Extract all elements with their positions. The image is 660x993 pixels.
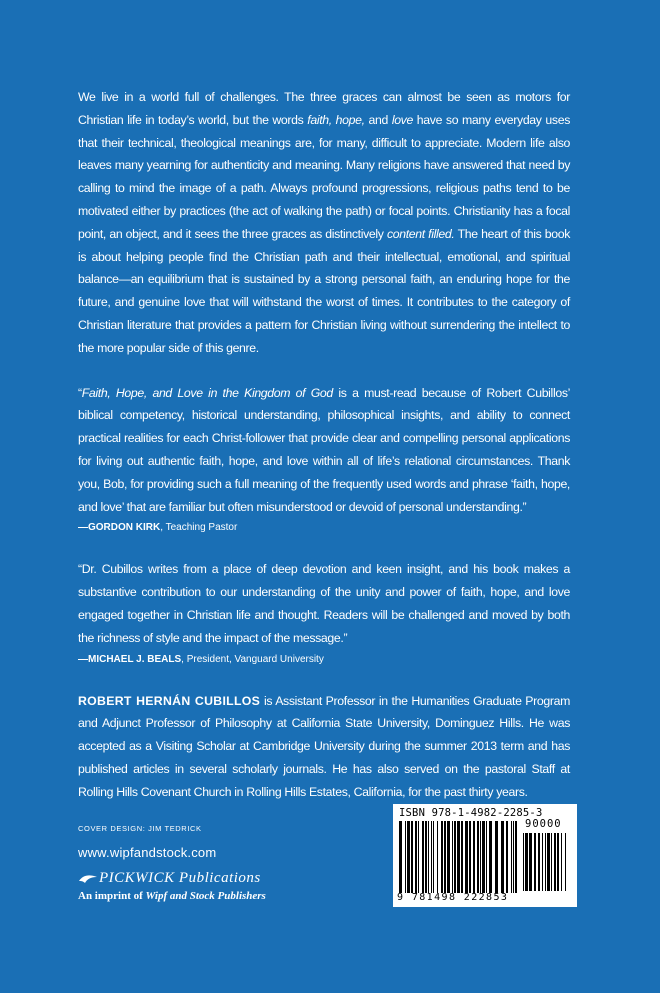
barcode-bar	[457, 821, 460, 893]
barcode-bar	[465, 821, 468, 893]
endorsement-kirk: “Faith, Hope, and Love in the Kingdom of God is a must-read because of Robert Cubillos’ biblical competency, historical understanding, philosophical insights, and ability to connect practical realities for each Christ-follower that provide clear and compelling personal applications for living out authentic faith, hope, and love within all of life’s relational circumstances. Thank you, Bob, for providing such a full meaning of the frequently used words and phrase ‘faith, hope, and love’ that are familiar but often misunderstood or devoid of personal understanding.”	[78, 385, 570, 514]
barcode-bar	[405, 821, 406, 893]
barcode-bar	[557, 833, 559, 891]
book-description: We live in a world full of challenges. The three graces can almost be seen as motors for Christian life in today’s world, but the words faith, hope, and love have so many everyday uses that their technical, theological meanings are, for many, difficult to appreciate. Modern life also leaves many yearning for authenticity and meaning. Many religions have answered that need by calling to mind the image of a path. Always profound progressions, religious paths tend to be motivated either by practices (the act of walking the path) or focal points. Christianity has a focal point, an object, and it sees the three graces as distinctively content filled. The heart of this book is about helping people find the Christian path and their intellectual, emotional, and spiritual balance—an equilibrium that is sustained by a strong personal faith, an enduring hope for the future, and genuine love that will withstand the worst of times. It contributes to the category of Christian literature that provides a pattern for Christian living without surrendering the intellect to the more popular side of this genre.	[78, 90, 571, 355]
barcode-bar	[422, 821, 424, 893]
publisher-name: PICKWICK Publications	[78, 870, 266, 887]
barcode-bar	[425, 821, 427, 893]
barcode-bar	[554, 833, 556, 891]
barcode-bar	[565, 833, 566, 891]
barcode-bar	[551, 833, 552, 891]
barcode-bar	[473, 821, 475, 893]
barcode-bar	[444, 821, 446, 893]
price-code: 90000	[525, 818, 562, 830]
barcode-bar	[441, 821, 443, 893]
author-bio: ROBERT HERNÁN CUBILLOS is Assistant Professor in the Humanities Graduate Program and Adjunct Professor of Philosophy at California State University, Dominguez Hills. He was accepted as a Visiting Scholar at Cambridge University during the summer 2013 term and has published articles in several scholarly journals. He has also served on the pastoral Staff at Rolling Hills Covenant Church in Rolling Hills Estates, California, for the past thirty years.	[78, 693, 571, 799]
barcode-bar	[437, 821, 438, 893]
barcode-bar	[477, 821, 479, 893]
barcode-bar	[454, 821, 456, 893]
barcode-bar	[407, 821, 410, 893]
pickwick-logo-icon	[78, 873, 98, 885]
barcode-bar	[515, 821, 517, 893]
barcode-bar	[428, 821, 429, 893]
barcode-bar	[461, 821, 463, 893]
endorsement-kirk-attribution: —GORDON KIRK, Teaching Pastor	[78, 522, 238, 534]
barcode-bar	[399, 821, 402, 893]
back-cover-text	[78, 86, 570, 804]
imprint-line: An imprint of Wipf and Stock Publishers	[78, 890, 266, 902]
barcode-bar	[545, 833, 546, 891]
isbn-number: ISBN 978-1-4982-2285-3	[399, 807, 543, 819]
barcode-bar	[431, 821, 432, 893]
supplement-bars	[523, 833, 569, 891]
endorsement-beals-attribution: —MICHAEL J. BEALS, President, Vanguard University	[78, 653, 324, 665]
barcode-bar	[482, 821, 485, 893]
barcode-bar	[489, 821, 492, 893]
barcode-bar	[542, 833, 543, 891]
author-name: ROBERT HERNÁN CUBILLOS	[78, 693, 261, 708]
barcode-bar	[523, 833, 524, 891]
barcode-bar	[452, 821, 453, 893]
barcode-bar	[561, 833, 562, 891]
isbn-barcode	[393, 804, 577, 907]
cover-design-credit: COVER DESIGN: JIM TEDRICK	[78, 824, 202, 833]
barcode-bar	[506, 821, 508, 893]
barcode-bar	[411, 821, 413, 893]
barcode-bar	[480, 821, 481, 893]
barcode-bar	[547, 833, 550, 891]
barcode-bar	[418, 821, 419, 893]
barcode-bar	[469, 821, 471, 893]
ean-bars	[399, 821, 519, 893]
barcode-bar	[511, 821, 512, 893]
barcode-bar	[415, 821, 417, 893]
barcode-bar	[486, 821, 487, 893]
endorsement-beals: “Dr. Cubillos writes from a place of deep devotion and keen insight, and his book makes a substantive contribution to our understanding of the unity and power of faith, hope, and love engaged together in Christian life and thought. Readers will be challenged and moved by both the richness of style and the impact of the message.”	[78, 562, 570, 645]
barcode-bar	[538, 833, 540, 891]
barcode-bar	[433, 821, 434, 893]
ean-digits: 9 781498 222853	[397, 892, 509, 903]
barcode-bar	[495, 821, 498, 893]
barcode-bar	[513, 821, 514, 893]
barcode-bar	[534, 833, 536, 891]
barcode-bar	[501, 821, 504, 893]
barcode-bar	[529, 833, 532, 891]
barcode-bar	[525, 833, 528, 891]
barcode-bar	[447, 821, 450, 893]
publisher-website: www.wipfandstock.com	[78, 845, 217, 860]
publisher-footer	[78, 824, 266, 902]
